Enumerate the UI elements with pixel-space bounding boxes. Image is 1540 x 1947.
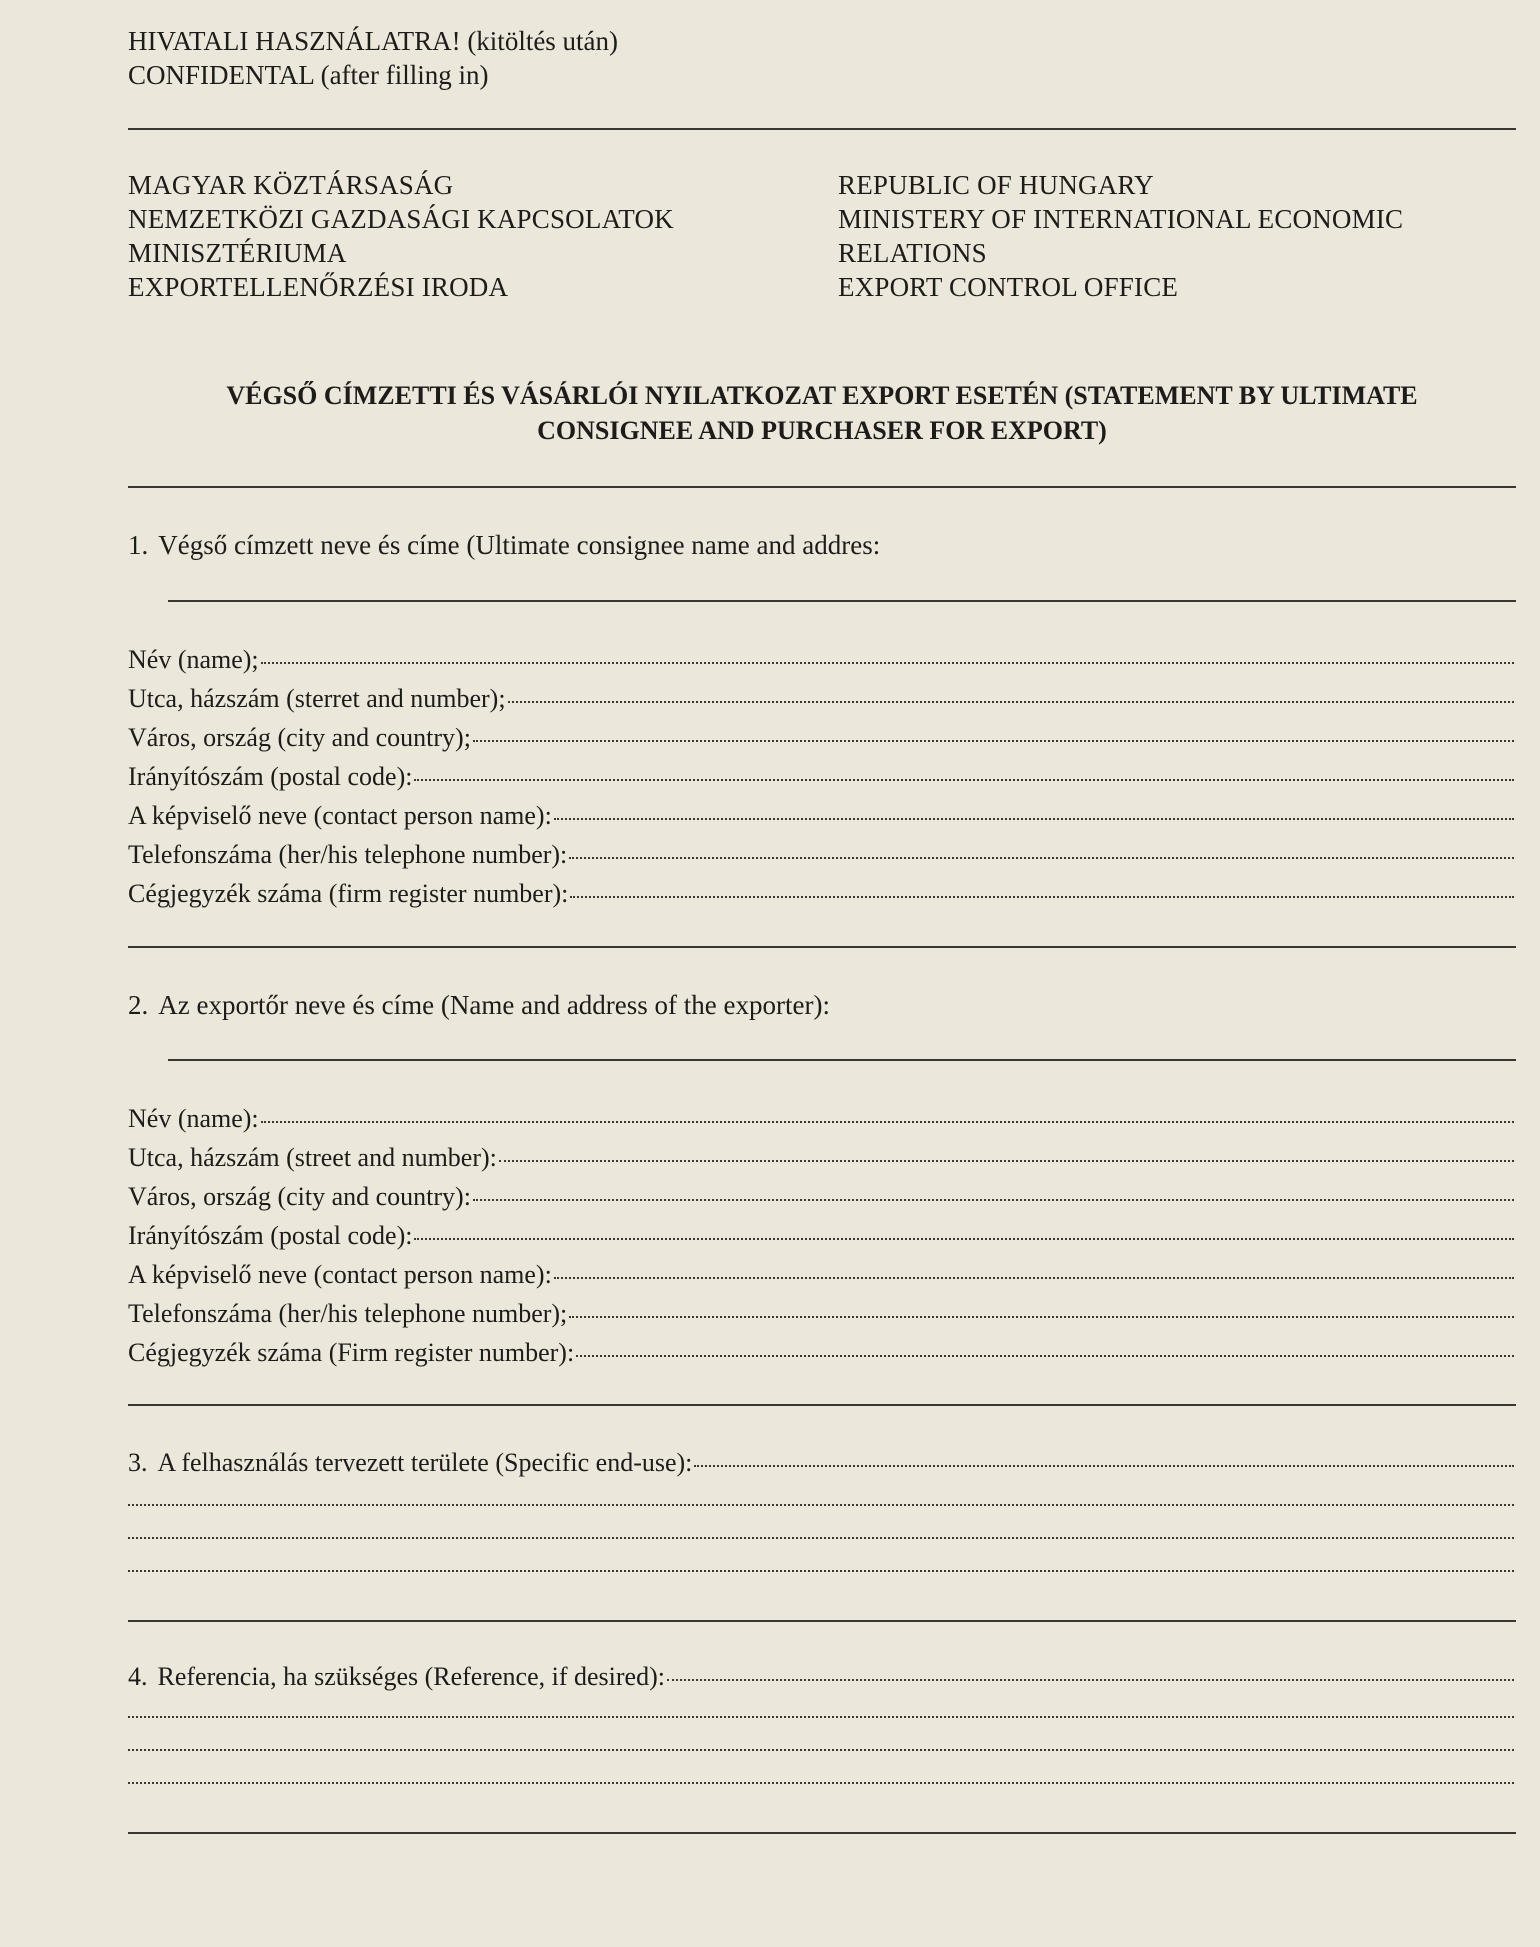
section2-name-line[interactable] [168, 1059, 1516, 1061]
fill-line[interactable] [554, 818, 1514, 820]
s1-phone-field[interactable] [128, 840, 1514, 870]
s1-city-field[interactable] [128, 723, 1514, 753]
section-heading-text: Referencia, ha szükséges (Reference, if desired): [157, 1662, 665, 1691]
divider [128, 1404, 1516, 1406]
field-label: Irányítószám (postal code): [128, 762, 413, 791]
s2-register-field[interactable] [128, 1338, 1514, 1368]
confidential-header [128, 24, 618, 92]
document-title [128, 378, 1516, 448]
s4-fill-line[interactable] [128, 1782, 1514, 1784]
fill-line[interactable] [569, 1316, 1514, 1318]
org-en-line: RELATIONS [838, 238, 987, 268]
s1-contact-field[interactable] [128, 801, 1514, 831]
fill-line[interactable] [261, 662, 1514, 664]
divider [128, 1832, 1516, 1834]
divider [128, 946, 1516, 948]
s1-name-field[interactable] [128, 645, 1514, 675]
s2-postal-field[interactable] [128, 1221, 1514, 1251]
field-label: Város, ország (city and country): [128, 1182, 471, 1211]
field-label: A képviselő neve (contact person name): [128, 1260, 552, 1289]
divider [128, 1620, 1516, 1622]
org-block-hungarian [128, 168, 674, 304]
s3-end-use-field[interactable] [128, 1448, 1514, 1478]
field-label: Cégjegyzék száma (firm register number): [128, 879, 569, 908]
title-line: CONSIGNEE AND PURCHASER FOR EXPORT) [537, 416, 1107, 445]
s4-reference-field[interactable] [128, 1662, 1514, 1692]
fill-line[interactable] [554, 1277, 1514, 1279]
fill-line[interactable] [499, 1160, 1514, 1162]
org-en-line: MINISTERY OF INTERNATIONAL ECONOMIC [838, 204, 1404, 234]
fill-line[interactable] [508, 701, 1514, 703]
section-number: 4. [128, 1662, 148, 1691]
field-label: Utca, házszám (street and number): [128, 1143, 497, 1172]
s3-fill-line[interactable] [128, 1537, 1514, 1539]
org-en-line: REPUBLIC OF HUNGARY [838, 170, 1154, 200]
section-number: 1. [128, 530, 149, 560]
field-label: A képviselő neve (contact person name): [128, 801, 552, 830]
s2-street-field[interactable] [128, 1143, 1514, 1173]
section-heading-text: Végső címzett neve és címe (Ultimate consignee name and addres: [158, 530, 881, 560]
org-en-line: EXPORT CONTROL OFFICE [838, 272, 1179, 302]
section-heading-text: A felhasználás tervezett területe (Specific end-use): [157, 1448, 693, 1477]
fill-line[interactable] [576, 1355, 1514, 1357]
divider [128, 486, 1516, 488]
s1-postal-field[interactable] [128, 762, 1514, 792]
org-hu-line: MINISZTÉRIUMA [128, 238, 347, 268]
field-label: Telefonszáma (her/his telephone number); [128, 1299, 568, 1328]
s2-contact-field[interactable] [128, 1260, 1514, 1290]
s4-fill-line[interactable] [128, 1716, 1514, 1718]
header-line-en: CONFIDENTAL (after filling in) [128, 60, 489, 90]
s3-fill-line[interactable] [128, 1504, 1514, 1506]
section-heading-text: Az exportőr neve és címe (Name and address of the exporter): [158, 990, 830, 1020]
fill-line[interactable] [414, 779, 1514, 781]
s2-phone-field[interactable] [128, 1299, 1514, 1329]
field-label [128, 1662, 665, 1692]
field-label: Irányítószám (postal code): [128, 1221, 413, 1250]
fill-line[interactable] [694, 1465, 1514, 1467]
field-label: Név (name): [128, 1104, 259, 1133]
field-label [128, 1448, 692, 1478]
fill-line[interactable] [667, 1679, 1514, 1681]
fill-line[interactable] [473, 740, 1514, 742]
fill-line[interactable] [569, 857, 1514, 859]
s2-name-field[interactable] [128, 1104, 1514, 1134]
fill-line[interactable] [570, 896, 1514, 898]
org-block-english [838, 168, 1403, 304]
title-line: VÉGSŐ CÍMZETTI ÉS VÁSÁRLÓI NYILATKOZAT EXPORT ESETÉN (STATEMENT BY ULTIMATE [226, 381, 1418, 410]
field-label: Város, ország (city and country); [128, 723, 471, 752]
fill-line[interactable] [261, 1121, 1514, 1123]
header-line-hu: HIVATALI HASZNÁLATRA! (kitöltés után) [128, 26, 619, 56]
s1-register-field[interactable] [128, 879, 1514, 909]
divider [128, 128, 1516, 130]
s1-street-field[interactable] [128, 684, 1514, 714]
section1-name-line[interactable] [168, 600, 1516, 602]
field-label: Cégjegyzék száma (Firm register number): [128, 1338, 575, 1367]
section2-heading [128, 990, 830, 1021]
org-hu-line: NEMZETKÖZI GAZDASÁGI KAPCSOLATOK [128, 204, 674, 234]
org-hu-line: EXPORTELLENŐRZÉSI IRODA [128, 272, 509, 302]
field-label: Utca, házszám (sterret and number); [128, 684, 506, 713]
field-label: Telefonszáma (her/his telephone number): [128, 840, 568, 869]
section-number: 2. [128, 990, 149, 1020]
org-hu-line: MAGYAR KÖZTÁRSASÁG [128, 170, 454, 200]
section-number: 3. [128, 1448, 148, 1477]
s2-city-field[interactable] [128, 1182, 1514, 1212]
fill-line[interactable] [473, 1199, 1514, 1201]
section1-heading [128, 530, 880, 561]
fill-line[interactable] [414, 1238, 1514, 1240]
s3-fill-line[interactable] [128, 1570, 1514, 1572]
s4-fill-line[interactable] [128, 1749, 1514, 1751]
field-label: Név (name); [128, 645, 259, 674]
